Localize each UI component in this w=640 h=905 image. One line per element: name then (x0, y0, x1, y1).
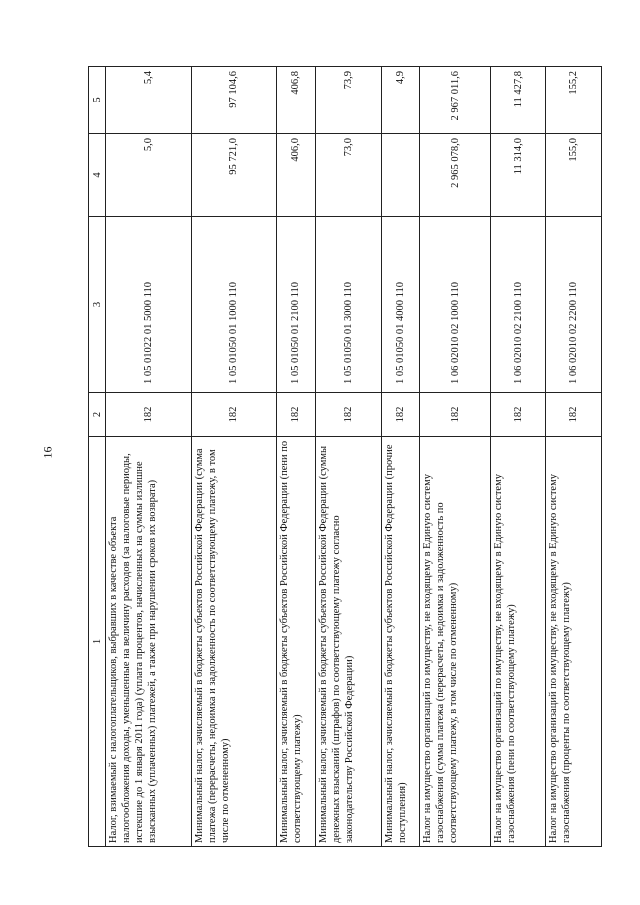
table-row (315, 67, 381, 847)
value-col5: 73,9 (315, 67, 381, 134)
revenue-name: Налог на имущество организаций по имуществу, не входящему в Единую систему газоснабжения (пени по соответствующему платежу) (490, 437, 546, 847)
table-row (490, 67, 546, 847)
revenue-name: Минимальный налог, зачисляемый в бюджеты субъектов Российской Федерации (сумма платежа (перерасчеты, недоимка и задолженность по соответствующему платежу, в том числе по отмененному) (191, 437, 277, 847)
value-col4: 11 314,0 (490, 134, 546, 217)
value-col4: 5,0 (106, 134, 192, 217)
admin-code: 182 (106, 393, 192, 437)
value-col5: 406,8 (277, 67, 315, 134)
value-col4: 2 965 078,0 (420, 134, 491, 217)
table-row (381, 67, 419, 847)
value-col5: 5,4 (106, 67, 192, 134)
value-col5: 4,9 (381, 67, 419, 134)
value-col4 (381, 134, 419, 217)
value-col4: 73,0 (315, 134, 381, 217)
value-col5: 97 104,6 (191, 67, 277, 134)
header-row (89, 67, 106, 847)
revenue-name: Минимальный налог, зачисляемый в бюджеты субъектов Российской Федерации (прочие поступления) (381, 437, 419, 847)
budget-classification-code: 1 06 02010 02 1000 110 (420, 217, 491, 393)
page-number: 16 (40, 446, 55, 459)
revenue-name: Минимальный налог, зачисляемый в бюджеты субъектов Российской Федерации (пени по соответствующему платежу) (277, 437, 315, 847)
budget-classification-code: 1 05 01050 01 4000 110 (381, 217, 419, 393)
value-col5: 11 427,8 (490, 67, 546, 134)
budget-classification-code: 1 05 01050 01 1000 110 (191, 217, 277, 393)
budget-revenue-table (88, 66, 602, 847)
revenue-name: Налог на имущество организаций по имуществу, не входящему в Единую систему газоснабжения (проценты по соответствующему платежу) (546, 437, 602, 847)
budget-classification-code: 1 06 02010 02 2200 110 (546, 217, 602, 393)
admin-code: 182 (546, 393, 602, 437)
column-header: 5 (89, 67, 106, 134)
value-col5: 155,2 (546, 67, 602, 134)
column-header: 3 (89, 217, 106, 393)
revenue-name: Минимальный налог, зачисляемый в бюджеты субъектов Российской Федерации (суммы денежных взысканий (штрафов) по соответствующему платежу согласно законодательству Российской Федерации) (315, 437, 381, 847)
admin-code: 182 (315, 393, 381, 437)
value-col5: 2 967 011,6 (420, 67, 491, 134)
admin-code: 182 (490, 393, 546, 437)
budget-classification-code: 1 05 01022 01 5000 110 (106, 217, 192, 393)
rotated-table-wrapper (88, 67, 602, 847)
budget-classification-code: 1 06 02010 02 2100 110 (490, 217, 546, 393)
admin-code: 182 (420, 393, 491, 437)
column-header: 2 (89, 393, 106, 437)
table-row (546, 67, 602, 847)
column-header: 4 (89, 134, 106, 217)
value-col4: 95 721,0 (191, 134, 277, 217)
table-row (191, 67, 277, 847)
admin-code: 182 (191, 393, 277, 437)
admin-code: 182 (381, 393, 419, 437)
table-row (420, 67, 491, 847)
revenue-name: Налог, взимаемый с налогоплательщиков, выбравших в качестве объекта налогообложения доходы, уменьшенные на величину расходов (за налоговые периоды, истекшие до 1 января 2011 года) (уплата процентов, начисленных на суммы излишне взысканных (уплаченных) платежей, а также при нарушении сроков их возврата) (106, 437, 192, 847)
revenue-name: Налог на имущество организаций по имуществу, не входящему в Единую систему газоснабжения (сумма платежа (перерасчеты, недоимка и задолженность по соответствующему платежу, в том числе по отмененному) (420, 437, 491, 847)
value-col4: 406,0 (277, 134, 315, 217)
column-header: 1 (89, 437, 106, 847)
budget-classification-code: 1 05 01050 01 3000 110 (315, 217, 381, 393)
admin-code: 182 (277, 393, 315, 437)
table-row (106, 67, 192, 847)
budget-classification-code: 1 05 01050 01 2100 110 (277, 217, 315, 393)
value-col4: 155,0 (546, 134, 602, 217)
table-row (277, 67, 315, 847)
